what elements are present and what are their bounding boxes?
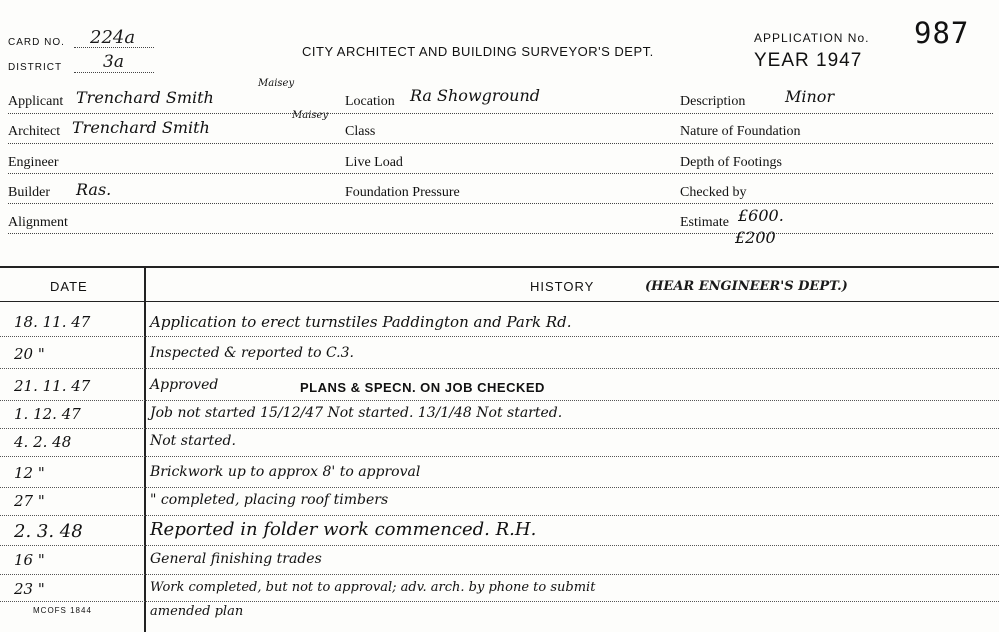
row-line [0,456,999,457]
applicant-value: Trenchard Smith [76,88,214,107]
card-no-label: CARD NO. [8,37,65,48]
field-line-3 [8,173,993,174]
row-text: Brickwork up to approx 8' to approval [150,464,421,480]
table-header-rule [0,301,999,302]
estimate-label: Estimate [680,215,729,230]
row-date: 20 " [14,345,45,363]
card-no-line [74,47,154,48]
field-line-1 [8,113,993,114]
row-date: 16 " [14,551,45,569]
field-line-4 [8,203,993,204]
row-line [0,487,999,488]
row-text: Not started. [150,433,236,449]
applicant-note: Maisey [258,78,295,89]
row-line [0,368,999,369]
estimate-value-1: £600. [738,206,784,225]
row-line [0,601,999,602]
class-label: Class [345,124,376,139]
foundation-pressure-label: Foundation Pressure [345,185,460,200]
date-header: DATE [50,279,88,294]
district-line [74,72,154,73]
table-top-rule [0,266,999,268]
row-text: amended plan [150,604,244,619]
row-date: 18. 11. 47 [14,313,91,331]
application-no-value: 987 [914,16,970,50]
year-label: YEAR 1947 [754,50,863,71]
history-note: (HEAR ENGINEER'S DEPT.) [645,279,848,294]
table-column-divider [144,267,146,632]
row-date: 27 " [14,492,45,510]
row-date: 4. 2. 48 [14,433,72,451]
row-text: Application to erect turnstiles Paddington and Park Rd. [150,313,572,331]
row-text: Reported in folder work commenced. R.H. [150,519,537,540]
row-text: Inspected & reported to C.3. [150,345,354,361]
engineer-label: Engineer [8,155,59,170]
field-line-2 [8,143,993,144]
row-line [0,336,999,337]
card-no-value: 224a [90,27,136,48]
form-code: MCOFS 1844 [33,606,92,615]
row-date: 12 " [14,464,45,482]
depth-of-footings-label: Depth of Footings [680,155,782,170]
location-label: Location [345,94,395,109]
estimate-value-2: £200 [735,228,776,247]
live-load-label: Live Load [345,155,403,170]
row-text: " completed, placing roof timbers [150,492,389,508]
row-line [0,400,999,401]
location-value: Ra Showground [410,86,541,105]
district-value: 3a [103,52,124,72]
checked-by-label: Checked by [680,185,747,200]
row-line [0,545,999,546]
history-header: HISTORY [530,279,595,294]
row-line [0,428,999,429]
row-text: Work completed, but not to approval; adv. arch. by phone to submit [150,580,596,595]
alignment-label: Alignment [8,215,68,230]
row-date: 21. 11. 47 [14,377,91,395]
department-title: CITY ARCHITECT AND BUILDING SURVEYOR'S DEPT. [302,44,654,59]
applicant-label: Applicant [8,94,64,109]
district-label: DISTRICT [8,62,63,73]
row-line [0,515,999,516]
row-date: 1. 12. 47 [14,405,81,423]
row-text: Approved [150,377,219,393]
architect-value: Trenchard Smith [72,118,210,137]
row-date: 23 " [14,580,45,598]
row-text: General finishing trades [150,551,322,567]
architect-note: Maisey [292,110,329,121]
builder-value: Ras. [76,180,112,199]
description-label: Description [680,94,746,109]
row-date: 2. 3. 48 [14,521,83,542]
row-text: Job not started 15/12/47 Not started. 13/1/48 Not started. [150,405,563,421]
nature-of-foundation-label: Nature of Foundation [680,124,801,139]
builder-label: Builder [8,185,50,200]
stamp-text: PLANS & SPECN. ON JOB CHECKED [300,380,545,395]
architect-label: Architect [8,124,61,139]
field-line-5 [8,233,993,234]
row-line [0,574,999,575]
description-value: Minor [785,87,835,106]
application-no-label: APPLICATION No. [754,31,870,45]
